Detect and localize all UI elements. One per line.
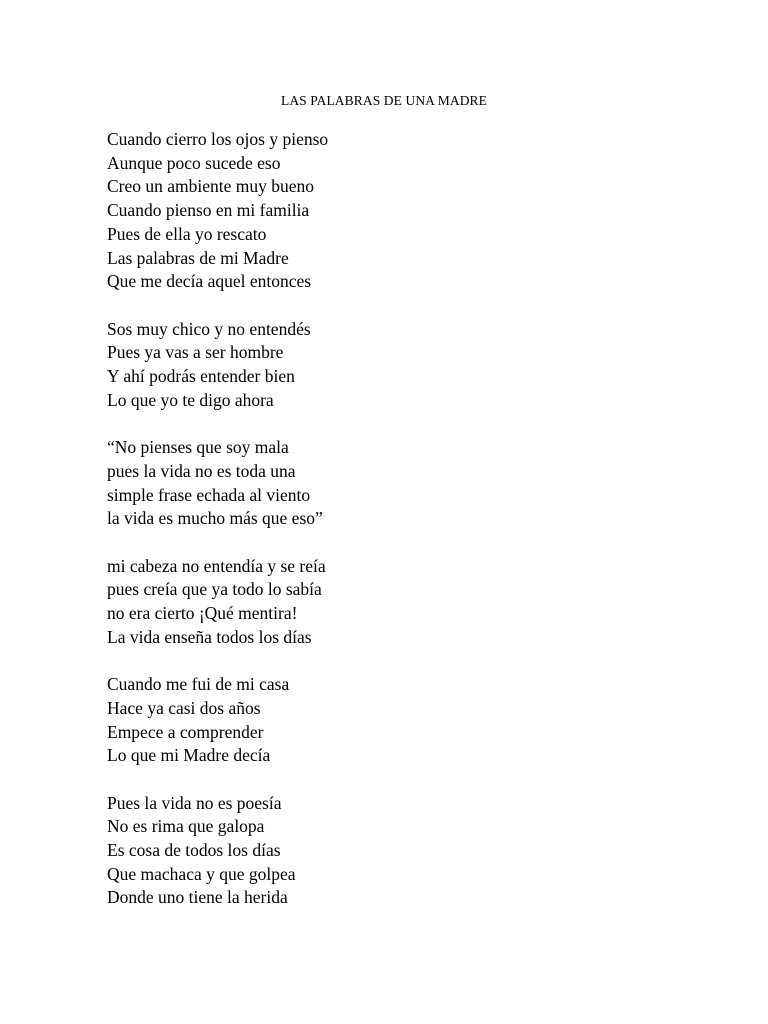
poem-line: simple frase echada al viento (107, 484, 311, 505)
poem-line: Hace ya casi dos años (107, 697, 261, 718)
poem-line: no era cierto ¡Qué mentira! (107, 603, 298, 624)
poem-title: LAS PALABRAS DE UNA MADRE (280, 93, 488, 108)
poem-line: Y ahí podrás entender bien (107, 366, 295, 387)
poem-line: Pues de ella yo rescato (107, 223, 267, 244)
poem-line: Es cosa de todos los días (107, 840, 281, 861)
poem-line: Pues la vida no es poesía (107, 792, 282, 813)
poem-line: mi cabeza no entendía y se reía (107, 555, 326, 576)
stanza-5 (107, 673, 707, 768)
poem-line: Cuando me fui de mi casa (107, 674, 290, 695)
poem-line: Que me decía aquel entonces (107, 271, 312, 292)
poem-line: Las palabras de mi Madre (107, 247, 289, 268)
poem-line: “No pienses que soy mala (107, 437, 289, 458)
stanza-2 (107, 318, 707, 413)
stanza-3 (107, 436, 707, 531)
poem-line: Empece a comprender (107, 721, 264, 742)
stanza-6 (107, 792, 707, 911)
poem-line: Cuando cierro los ojos y pienso (107, 129, 329, 149)
poem-line: Donde uno tiene la herida (107, 887, 288, 908)
poem-line: la vida es mucho más que eso” (107, 508, 323, 529)
poem-line: Que machaca y que golpea (107, 863, 296, 884)
poem-line: Cuando pienso en mi familia (107, 200, 310, 221)
poem-line: Sos muy chico y no entendés (107, 318, 311, 339)
poem-line: Lo que mi Madre decía (107, 745, 271, 766)
stanza-1 (107, 128, 707, 294)
poem-body (107, 128, 707, 934)
poem-line: Creo un ambiente muy bueno (107, 176, 315, 197)
poem-line: No es rima que galopa (107, 816, 265, 837)
stanza-4 (107, 555, 707, 650)
poem-line: Aunque poco sucede eso (107, 152, 281, 173)
poem-line: Lo que yo te digo ahora (107, 389, 274, 410)
poem-line: Pues ya vas a ser hombre (107, 342, 284, 363)
poem-line: pues la vida no es toda una (107, 460, 296, 481)
poem-line: La vida enseña todos los días (107, 626, 312, 647)
poem-line: pues creía que ya todo lo sabía (107, 579, 322, 600)
